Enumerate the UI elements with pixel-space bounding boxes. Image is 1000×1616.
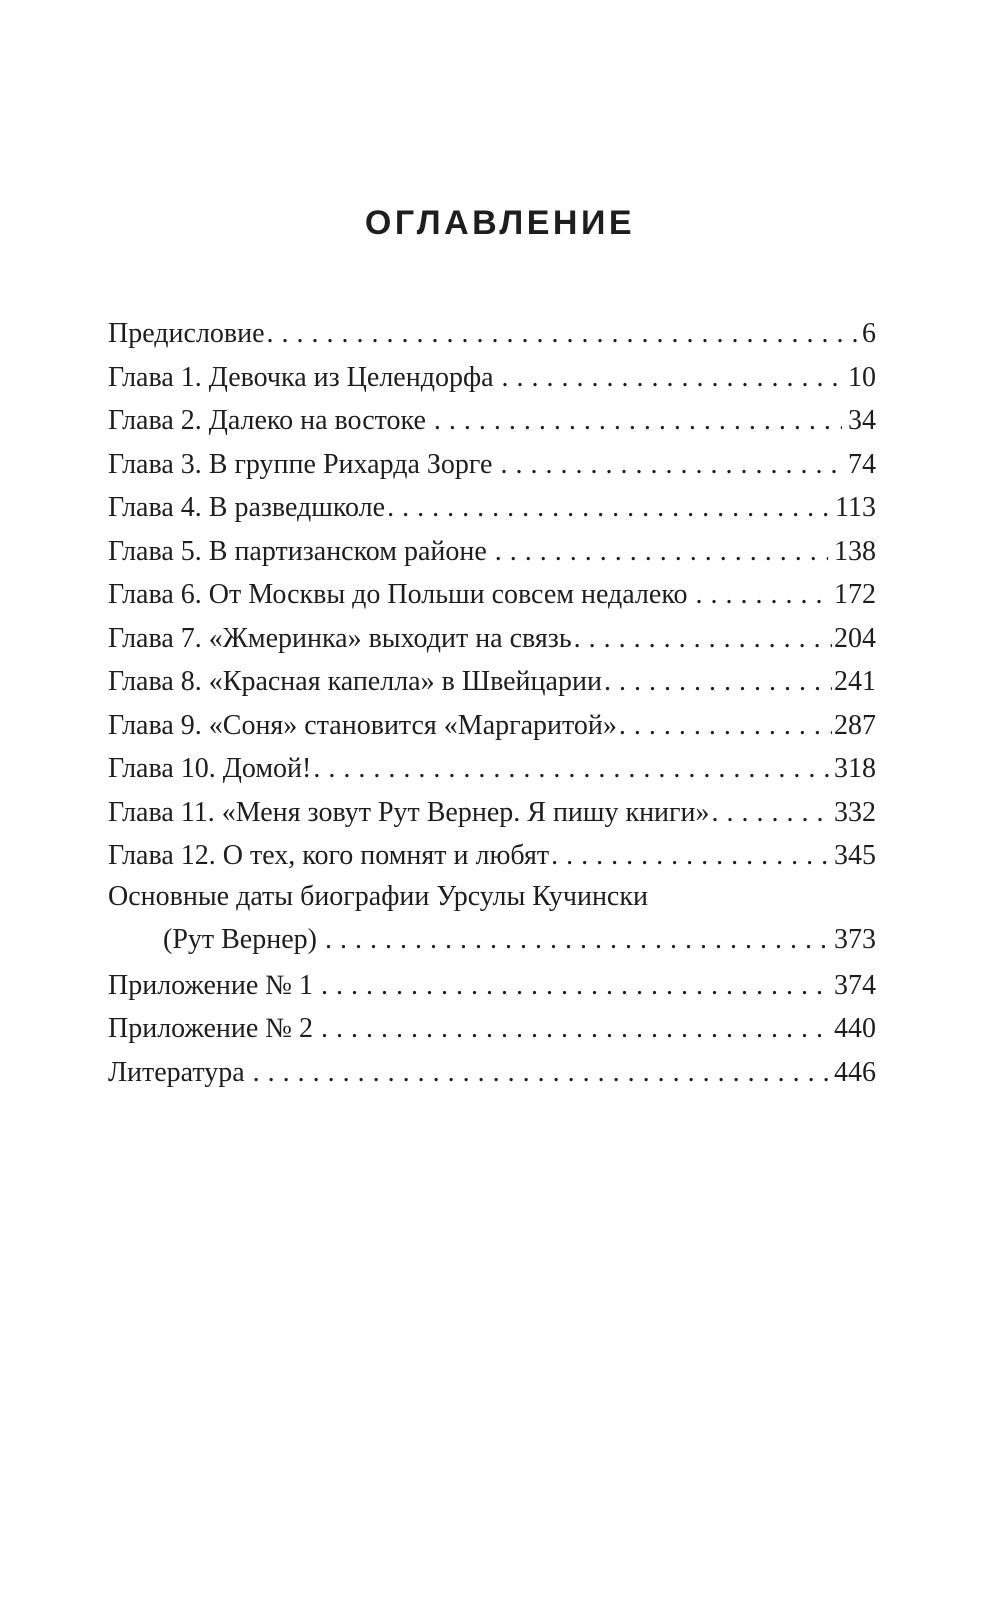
toc-entry-title: Глава 6. От Москвы до Польши совсем недалеко (108, 579, 688, 610)
dot-leader (321, 964, 828, 1008)
toc-entry-title: Основные даты биографии Урсулы Кучински (108, 880, 648, 912)
toc-entry-appendix-1 (108, 964, 876, 1008)
dot-leader (325, 916, 828, 964)
toc-entry-biography-dates (108, 878, 876, 964)
toc-entry-page: 374 (834, 969, 876, 1001)
dot-leader (495, 530, 828, 574)
toc-entry-page: 172 (834, 579, 876, 610)
toc-entry-chapter-8 (108, 660, 876, 704)
dot-leader (267, 312, 860, 356)
toc-entry-title: Литература (108, 1056, 245, 1088)
dot-leader (502, 356, 842, 400)
toc-entry-chapter-3 (108, 443, 876, 487)
toc-entry-page: 34 (848, 405, 876, 436)
toc-entry-preface (108, 312, 876, 356)
toc-entry-page: 6 (862, 318, 876, 349)
toc-entry-title: Глава 10. Домой! (108, 753, 312, 784)
toc-entry-chapter-4 (108, 486, 876, 530)
toc-entry-title: Глава 5. В партизанском районе (108, 535, 487, 567)
toc-entry-chapter-11 (108, 791, 876, 835)
dot-leader (574, 617, 832, 661)
toc-entry-title: Приложение № 1 (108, 969, 313, 1001)
toc-entry-page: 204 (834, 622, 876, 654)
toc-entry-chapter-2 (108, 399, 876, 443)
dot-leader (619, 704, 832, 748)
toc-entry-chapter-10 (108, 747, 876, 791)
toc-entry-chapter-6 (108, 573, 876, 617)
dot-leader (696, 573, 828, 617)
toc-entry-page: 10 (848, 361, 876, 393)
dot-leader (321, 1007, 828, 1051)
toc-entry-page: 345 (834, 840, 876, 871)
toc-entry-page: 113 (835, 492, 876, 523)
toc-entry-title-cont: (Рут Вернер) (163, 923, 317, 955)
toc-entry-bibliography (108, 1051, 876, 1095)
toc-entry-chapter-9 (108, 704, 876, 748)
toc-entry-page: 74 (848, 448, 876, 480)
page-title: ОГЛАВЛЕНИЕ (364, 204, 636, 242)
toc-entry-title: Глава 2. Далеко на востоке (108, 405, 426, 436)
toc-entry-title: Глава 3. В группе Рихарда Зорге (108, 448, 493, 480)
toc-entry-title: Глава 4. В разведшколе (108, 492, 386, 523)
toc-entry-title: Глава 8. «Красная капелла» в Швейцарии (108, 666, 602, 697)
table-of-contents (108, 312, 876, 1094)
dot-leader (253, 1051, 828, 1095)
toc-entry-title: Глава 12. О тех, кого помнят и любят (108, 840, 550, 871)
toc-entry-chapter-5 (108, 530, 876, 574)
dot-leader (551, 834, 832, 878)
toc-entry-chapter-1 (108, 356, 876, 400)
toc-entry-title-continuation (108, 916, 876, 964)
dot-leader (604, 660, 832, 704)
dot-leader (313, 747, 832, 791)
toc-entry-page: 332 (834, 796, 876, 828)
toc-entry-title: Глава 1. Девочка из Целендорфа (108, 361, 494, 393)
toc-entry-title: Глава 7. «Жмеринка» выходит на связь (108, 622, 572, 654)
toc-entry-page: 138 (834, 535, 876, 567)
toc-entry-title: Глава 9. «Соня» становится «Маргаритой» (108, 709, 617, 741)
toc-entry-appendix-2 (108, 1007, 876, 1051)
toc-entry-page: 241 (834, 666, 876, 697)
toc-entry-page: 446 (834, 1056, 876, 1088)
dot-leader (434, 399, 842, 443)
toc-entry-title: Предисловие (108, 318, 265, 349)
toc-entry-title: Глава 11. «Меня зовут Рут Вернер. Я пишу книги» (108, 796, 710, 828)
dot-leader (387, 486, 833, 530)
toc-entry-page: 318 (834, 753, 876, 784)
toc-entry-page: 287 (834, 709, 876, 741)
dot-leader (712, 791, 832, 835)
toc-entry-chapter-7 (108, 617, 876, 661)
toc-entry-page: 440 (834, 1013, 876, 1044)
toc-entry-chapter-12 (108, 834, 876, 878)
toc-entry-title: Приложение № 2 (108, 1013, 313, 1044)
dot-leader (500, 443, 842, 487)
toc-entry-page: 373 (834, 923, 876, 955)
